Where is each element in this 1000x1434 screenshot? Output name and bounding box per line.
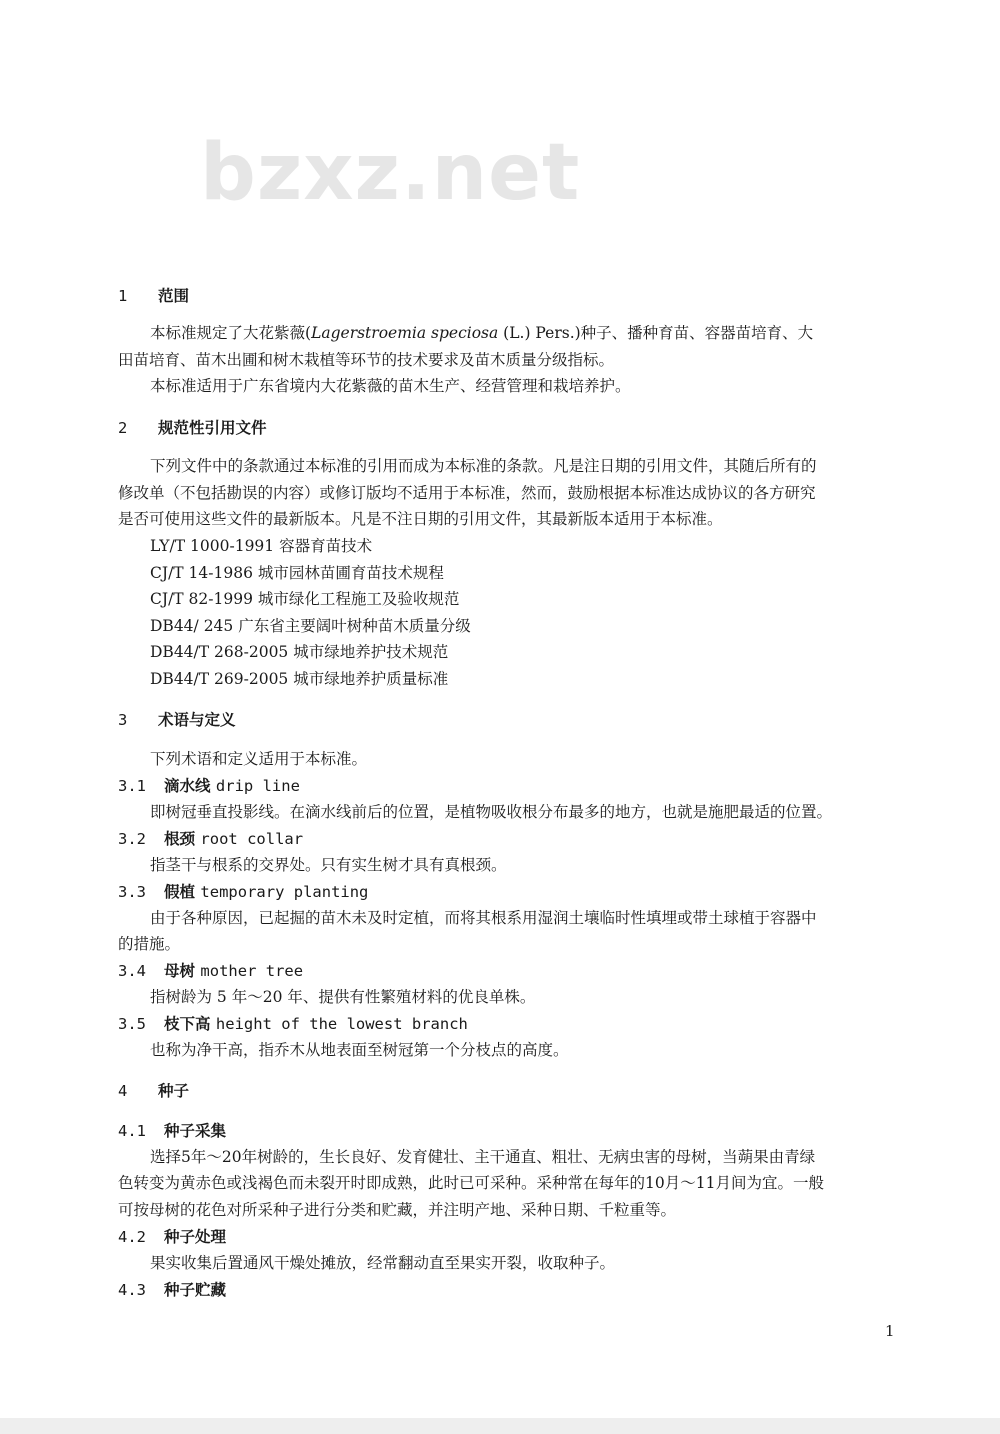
term-heading xyxy=(118,776,300,796)
term-zh: 根颈 xyxy=(164,830,196,848)
term-number: 3.1 xyxy=(118,777,146,795)
s1-paragraph-1-line-1 xyxy=(150,323,813,343)
subsection-number: 4.2 xyxy=(118,1228,146,1246)
reference-item: DB44/T 269-2005 城市绿地养护质量标准 xyxy=(150,670,449,688)
term-heading xyxy=(118,829,303,849)
section-1-heading xyxy=(118,286,189,306)
s1-paragraph-1-line-2: 田苗培育、苗木出圃和树木栽植等环节的技术要求及苗木质量分级指标。 xyxy=(118,351,615,369)
reference-item: CJ/T 82-1999 城市绿化工程施工及验收规范 xyxy=(150,590,460,608)
term-en: height of the lowest branch xyxy=(215,1015,468,1033)
term-heading xyxy=(118,961,303,981)
term-en: root collar xyxy=(200,830,304,848)
subsection-heading xyxy=(118,1121,226,1141)
section-2-title: 规范性引用文件 xyxy=(158,419,267,437)
s3-intro: 下列术语和定义适用于本标准。 xyxy=(150,750,368,768)
section-4-title: 种子 xyxy=(158,1082,190,1100)
viewer-bottom-bar xyxy=(0,1418,1000,1434)
section-1-number: 1 xyxy=(118,287,128,305)
reference-item: DB44/T 268-2005 城市绿地养护技术规范 xyxy=(150,643,449,661)
section-2-heading xyxy=(118,418,267,438)
section-1-title: 范围 xyxy=(158,287,190,305)
term-definition-continued: 的措施。 xyxy=(118,935,181,953)
term-number: 3.4 xyxy=(118,962,146,980)
section-3-title: 术语与定义 xyxy=(158,711,236,729)
term-number: 3.5 xyxy=(118,1015,146,1033)
s4-1-line-3: 可按母树的花色对所采种子进行分类和贮藏，并注明产地、采种日期、千粒重等。 xyxy=(118,1201,677,1219)
reference-item: CJ/T 14-1986 城市园林苗圃育苗技术规程 xyxy=(150,564,444,582)
term-zh: 枝下高 xyxy=(164,1015,211,1033)
s1-text: (L.) Pers.)种子、播种育苗、容器苗培育、大 xyxy=(498,324,814,342)
term-zh: 母树 xyxy=(164,962,196,980)
s2-paragraph-line-3: 是否可使用这些文件的最新版本。凡是不注日期的引用文件，其最新版本适用于本标准。 xyxy=(118,510,723,528)
term-definition: 指树龄为 5 年～20 年、提供有性繁殖材料的优良单株。 xyxy=(150,988,536,1006)
s1-text: 本标准规定了大花紫薇( xyxy=(150,324,312,342)
subsection-heading xyxy=(118,1227,226,1247)
s4-1-line-1: 选择5年～20年树龄的，生长良好、发育健壮、主干通直、粗壮、无病虫害的母树，当蒴果由青绿 xyxy=(150,1148,816,1166)
term-en: mother tree xyxy=(200,962,304,980)
watermark: bzxz.net xyxy=(200,128,581,218)
term-zh: 滴水线 xyxy=(164,777,211,795)
term-definition: 由于各种原因，已起掘的苗木未及时定植，而将其根系用湿润土壤临时性填埋或带土球植于容器中 xyxy=(150,909,817,927)
s4-2-line-1: 果实收集后置通风干燥处摊放，经常翻动直至果实开裂，收取种子。 xyxy=(150,1254,616,1272)
section-2-number: 2 xyxy=(118,419,128,437)
subsection-number: 4.3 xyxy=(118,1281,146,1299)
s4-1-line-2: 色转变为黄赤色或浅褐色而未裂开时即成熟，此时已可采种。采种常在每年的10月～11月间为宜。一般 xyxy=(118,1174,824,1192)
subsection-title: 种子采集 xyxy=(164,1122,227,1140)
section-4-number: 4 xyxy=(118,1082,128,1100)
subsection-title: 种子处理 xyxy=(164,1228,227,1246)
term-en: drip line xyxy=(215,777,300,795)
term-heading xyxy=(118,882,368,902)
term-heading xyxy=(118,1014,468,1034)
term-definition: 也称为净干高，指乔木从地表面至树冠第一个分枝点的高度。 xyxy=(150,1041,569,1059)
term-number: 3.3 xyxy=(118,883,146,901)
term-definition: 指茎干与根系的交界处。只有实生树才具有真根颈。 xyxy=(150,856,507,874)
s2-paragraph-line-2: 修改单（不包括勘误的内容）或修订版均不适用于本标准，然而，鼓励根据本标准达成协议的各方研究 xyxy=(118,484,816,502)
subsection-heading xyxy=(118,1280,226,1300)
term-en: temporary planting xyxy=(200,883,369,901)
subsection-number: 4.1 xyxy=(118,1122,146,1140)
latin-name: Lagerstroemia speciosa xyxy=(311,324,499,342)
reference-item: LY/T 1000-1991 容器育苗技术 xyxy=(150,537,373,555)
page-number: 1 xyxy=(885,1322,895,1340)
term-number: 3.2 xyxy=(118,830,146,848)
term-zh: 假植 xyxy=(164,883,196,901)
section-3-heading xyxy=(118,710,236,730)
section-4-heading xyxy=(118,1081,189,1101)
s2-paragraph-line-1: 下列文件中的条款通过本标准的引用而成为本标准的条款。凡是注日期的引用文件，其随后所有的 xyxy=(150,457,817,475)
term-definition: 即树冠垂直投影线。在滴水线前后的位置，是植物吸收根分布最多的地方，也就是施肥最适的位置。 xyxy=(150,803,833,821)
reference-item: DB44/ 245 广东省主要阔叶树种苗木质量分级 xyxy=(150,617,471,635)
s1-paragraph-2: 本标准适用于广东省境内大花紫薇的苗木生产、经营管理和栽培养护。 xyxy=(150,377,631,395)
subsection-title: 种子贮藏 xyxy=(164,1281,227,1299)
section-3-number: 3 xyxy=(118,711,128,729)
